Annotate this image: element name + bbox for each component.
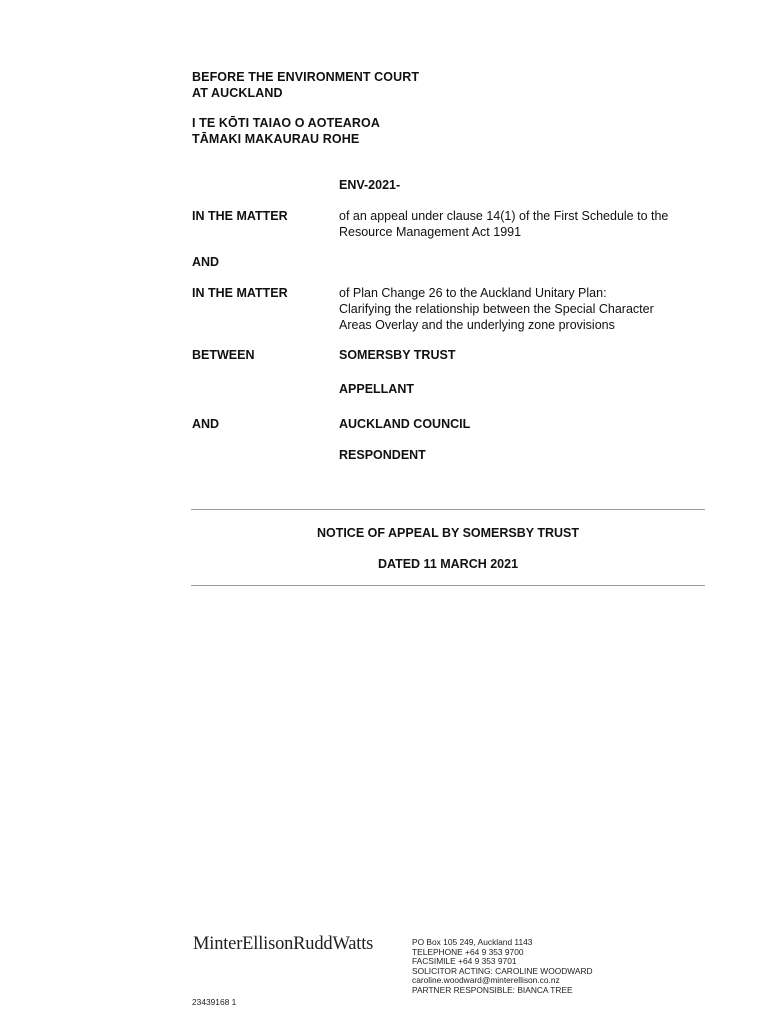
court-heading [192, 69, 419, 101]
entry-label-and: AND [192, 255, 220, 269]
case-number: ENV-2021- [339, 178, 401, 192]
firm-contact-block [412, 938, 593, 996]
appellant-name: SOMERSBY TRUST [339, 348, 456, 362]
title-bottom-rule [191, 585, 705, 586]
respondent-name: AUCKLAND COUNCIL [339, 417, 471, 431]
contact-partner: PARTNER RESPONSIBLE: BIANCA TREE [412, 984, 573, 995]
entry-text-line: Resource Management Act 1991 [339, 225, 522, 239]
entry-text-line: Clarifying the relationship between the Special Character [339, 302, 654, 316]
court-location: AT AUCKLAND [192, 86, 283, 100]
entry-text-line: of Plan Change 26 to the Auckland Unitary Plan: [339, 286, 607, 300]
entry-text-line: Areas Overlay and the underlying zone provisions [339, 318, 615, 332]
respondent-role: RESPONDENT [339, 448, 426, 462]
entry-label-in-the-matter: IN THE MATTER [192, 209, 288, 223]
entry-label-in-the-matter: IN THE MATTER [192, 286, 288, 300]
contact-address: PO Box 105 249, Auckland 1143 [412, 937, 533, 947]
entry-text-plan-change [339, 285, 654, 333]
court-location-maori: TĀMAKI MAKAURAU ROHE [192, 132, 360, 146]
entry-text-appeal [339, 208, 668, 240]
notice-title: NOTICE OF APPEAL BY SOMERSBY TRUST [316, 526, 580, 540]
appellant-role: APPELLANT [339, 382, 414, 396]
contact-email: caroline.woodward@minterellison.co.nz [412, 975, 560, 986]
court-heading-maori [192, 115, 380, 147]
contact-telephone: TELEPHONE +64 9 353 9700 [412, 946, 524, 957]
contact-solicitor: SOLICITOR ACTING: CAROLINE WOODWARD [412, 965, 593, 976]
title-top-rule [191, 509, 705, 510]
firm-logo: MinterEllisonRuddWatts [193, 934, 374, 954]
entry-text-line: of an appeal under clause 14(1) of the First Schedule to the [339, 209, 669, 223]
document-number: 23439168 1 [192, 997, 237, 1007]
notice-date: DATED 11 MARCH 2021 [377, 557, 519, 571]
and-label: AND [192, 417, 220, 431]
court-name: BEFORE THE ENVIRONMENT COURT [192, 70, 420, 84]
court-name-maori: I TE KŌTI TAIAO O AOTEAROA [192, 116, 381, 130]
contact-facsimile: FACSIMILE +64 9 353 9701 [412, 956, 517, 967]
between-label: BETWEEN [192, 348, 255, 362]
